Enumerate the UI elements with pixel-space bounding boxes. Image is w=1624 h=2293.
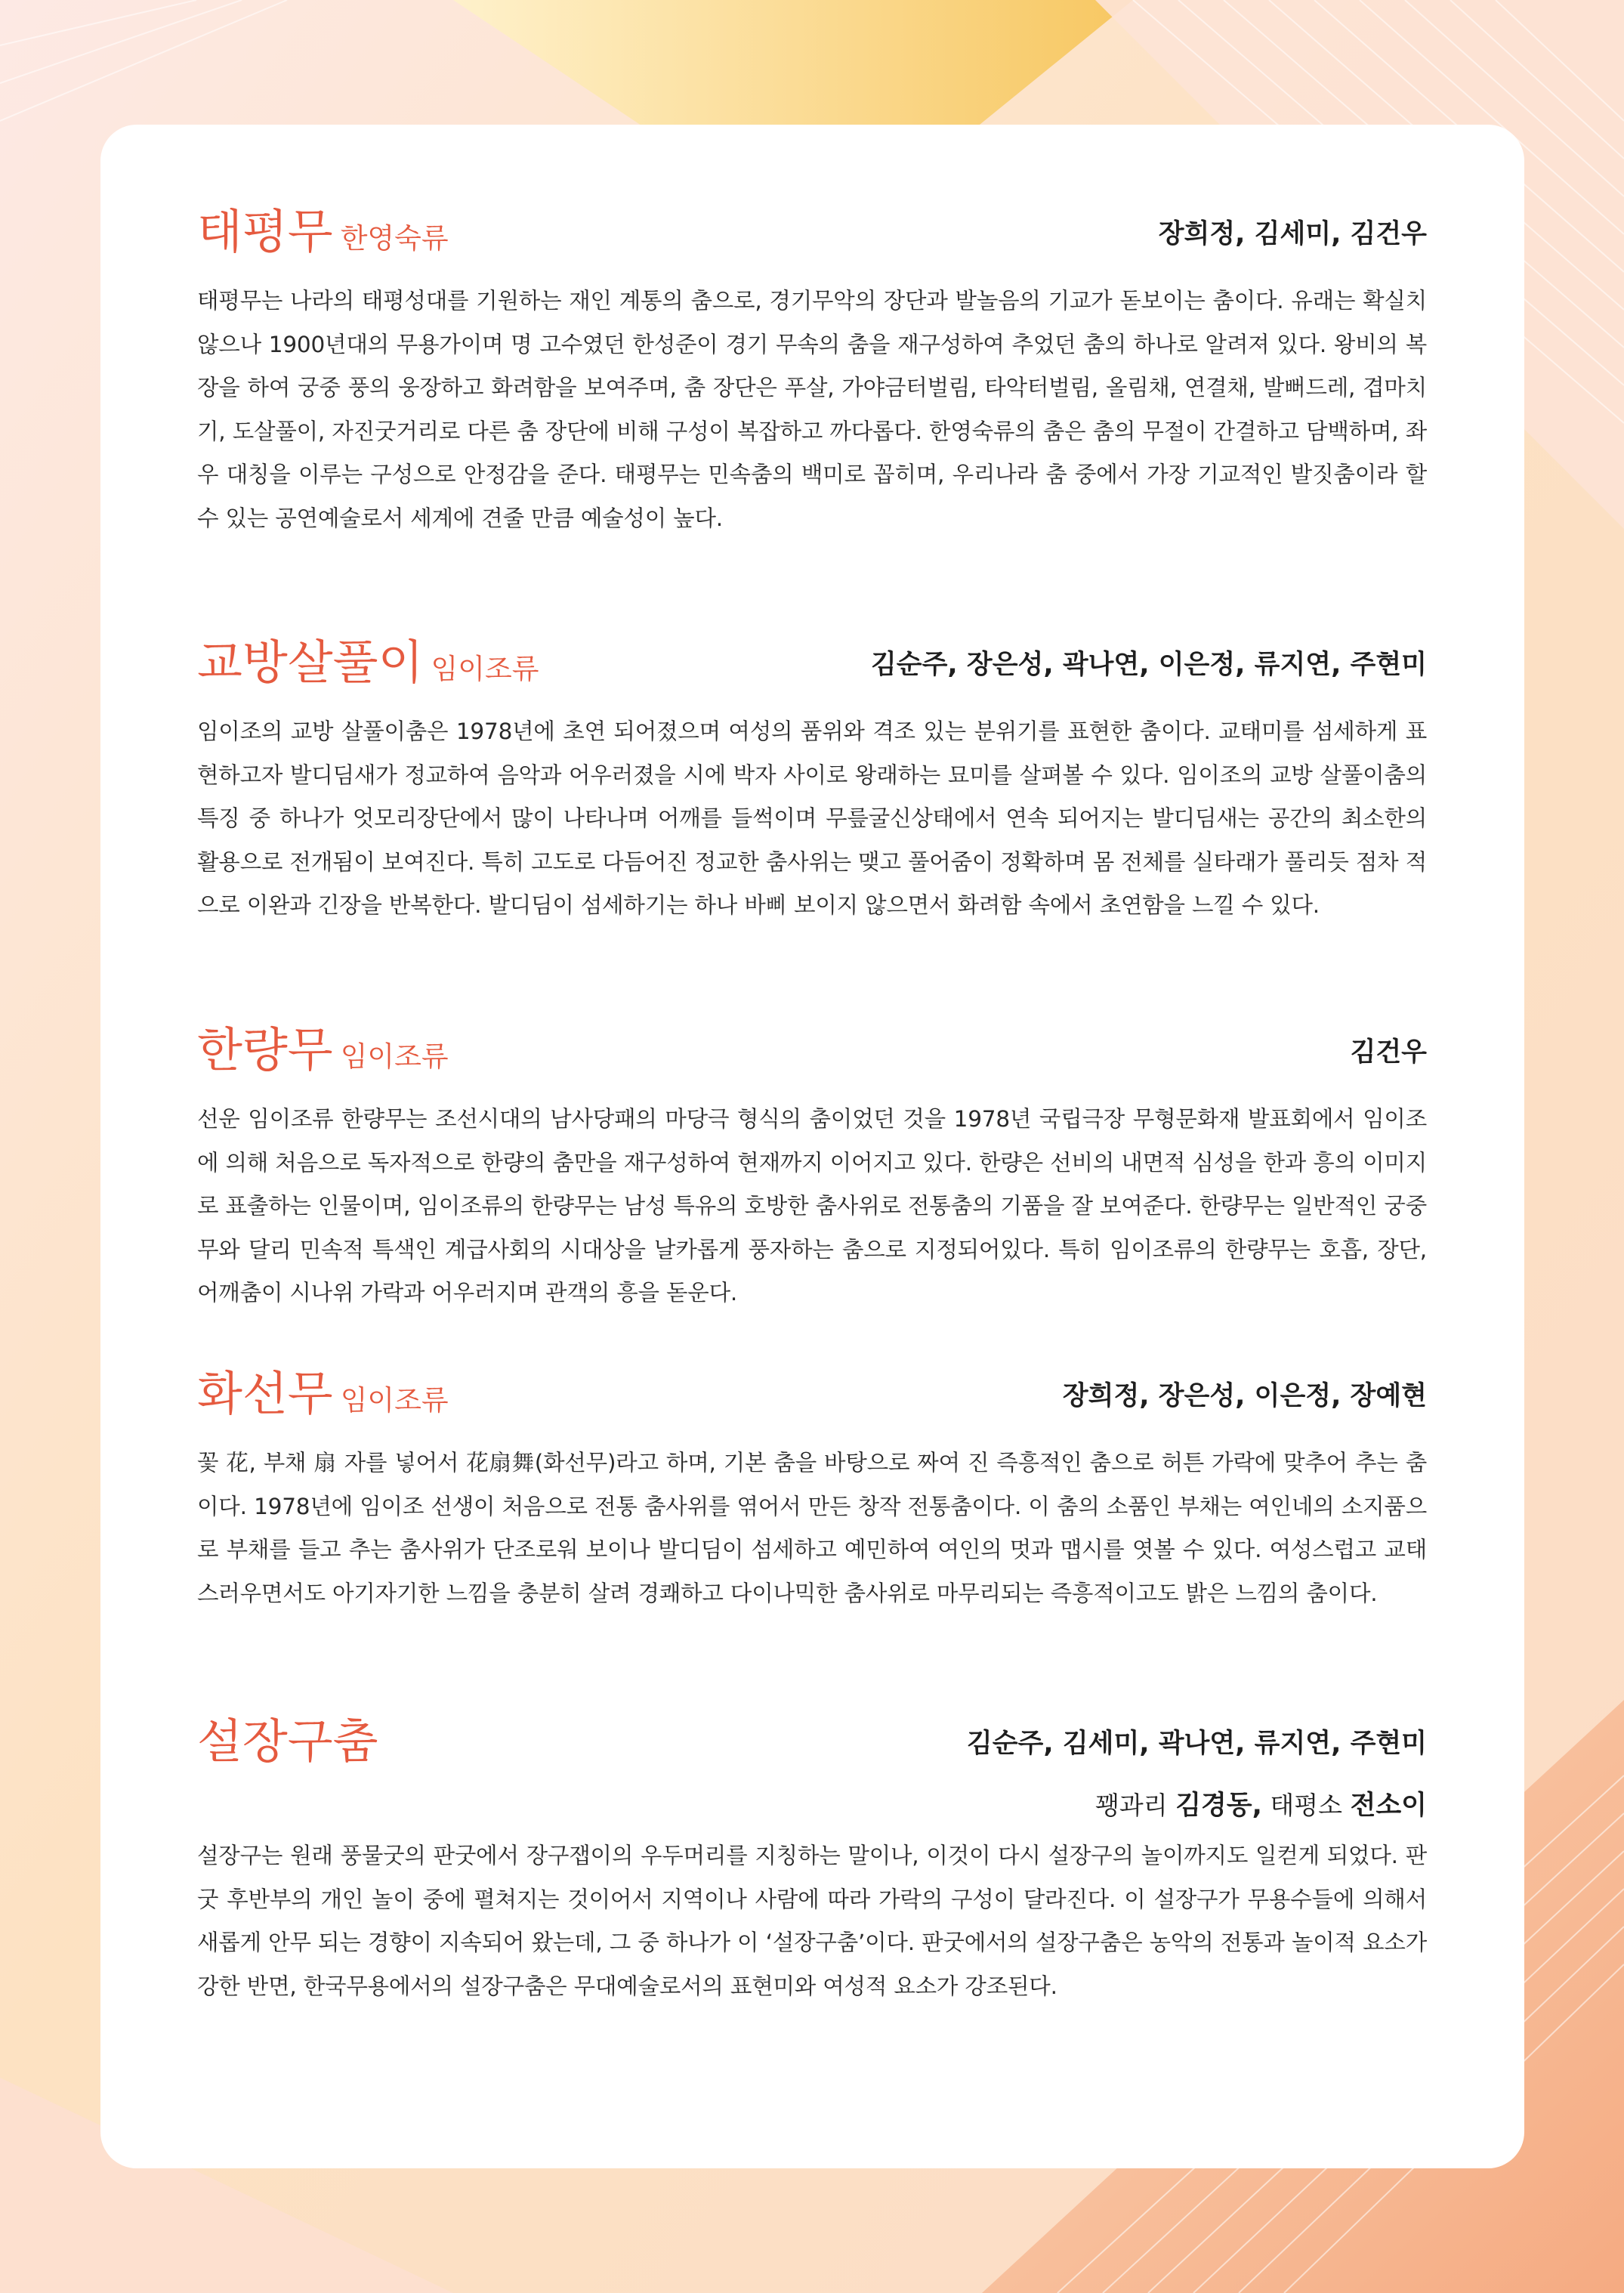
section-seoljanggu bbox=[197, 1707, 1427, 2008]
performers: 김순주, 장은성, 곽나연, 이은정, 류지연, 주현미 bbox=[871, 650, 1427, 680]
performers: 장희정, 장은성, 이은정, 장예현 bbox=[1062, 1381, 1427, 1411]
section-body: 태평무는 나라의 태평성대를 기원하는 재인 계통의 춤으로, 경기무악의 장단과 발놀음의 기교가 돋보이는 춤이다. 유래는 확실치 않으나 1900년대의 무용가이며 명 고수였던 한성준이 경기 무속의 춤을 재구성하여 추었던 춤의 하나로 알려져 있다. 왕비의 복장을 하여 궁중 풍의 웅장하고 화려함을 보여주며, 춤 장단은 푸살, 가야금터벌림, 타악터벌림, 올림채, 연결채, 발뻐드레, 겹마치기, 도살풀이, 자진굿거리로 다른 춤 장단에 비해 구성이 복잡하고 까다롭다. 한영숙류의 춤은 춤의 무절이 간결하고 담백하며, 좌우 대칭을 이루는 구성으로 안정감을 준다. 태평무는 민속춤의 백미로 꼽히며, 우리나라 춤 중에서 가장 기교적인 발짓춤이라 할 수 있는 공연예술로서 세계에 견줄 만큼 예술성이 높다. bbox=[197, 288, 1427, 531]
section-title bbox=[197, 1360, 449, 1435]
section-gyobang-salpuri bbox=[197, 629, 1427, 928]
instrument-label-kkwaenggwari: 꽹과리 bbox=[1095, 1791, 1168, 1820]
instrument-label-taepyeongso: 태평소 bbox=[1270, 1791, 1343, 1820]
section-header bbox=[197, 1016, 1427, 1084]
section-header bbox=[197, 198, 1427, 266]
section-title bbox=[197, 198, 449, 273]
style-subtitle: 임이조류 bbox=[340, 1040, 449, 1073]
section-body: 설장구는 원래 풍물굿의 판굿에서 장구잽이의 우두머리를 지칭하는 말이나, 이것이 다시 설장구의 놀이까지도 일컫게 되었다. 판굿 후반부의 개인 놀이 중에 펼쳐지는 것이어서 지역이나 사람에 따라 가락의 구성이 달라진다. 이 설장구가 무용수들에 의해서 새롭게 안무 되는 경향이 지속되어 왔는데, 그 중 하나가 이 ‘설장구춤’이다. 판굿에서의 설장구춤은 농악의 전통과 놀이적 요소가 강한 반면, 한국무용에서의 설장구춤은 무대예술로서의 표현미와 여성적 요소가 강조된다. bbox=[197, 1843, 1427, 1999]
section-hwaseonmu bbox=[197, 1360, 1427, 1615]
style-subtitle: 한영숙류 bbox=[340, 222, 449, 255]
performers: 김순주, 김세미, 곽나연, 류지연, 주현미 bbox=[966, 1729, 1427, 1759]
performers: 장희정, 김세미, 김건우 bbox=[1158, 219, 1427, 249]
accompanists bbox=[197, 1785, 1427, 1827]
performers: 김건우 bbox=[1350, 1037, 1427, 1068]
title-text: 설장구춤 bbox=[197, 1714, 378, 1769]
section-title bbox=[197, 1016, 449, 1091]
section-header bbox=[197, 1360, 1427, 1428]
accompanist-name: 김경동, bbox=[1175, 1791, 1262, 1821]
section-header bbox=[197, 1707, 1427, 1775]
section-title bbox=[197, 629, 539, 703]
section-taepyeongmu bbox=[197, 198, 1427, 540]
section-body: 선운 임이조류 한량무는 조선시대의 남사당패의 마당극 형식의 춤이었던 것을 1978년 국립극장 무형문화재 발표회에서 임이조에 의해 처음으로 독자적으로 한량의 춤만을 재구성하여 현재까지 이어지고 있다. 한량은 선비의 내면적 심성을 한과 흥의 이미지로 표출하는 인물이며, 임이조류의 한량무는 남성 특유의 호방한 춤사위로 전통춤의 기품을 잘 보여준다. 한량무는 일반적인 궁중무와 달리 민속적 특색인 계급사회의 시대상을 날카롭게 풍자하는 춤으로 지정되어있다. 특히 임이조류의 한량무는 호흡, 장단, 어깨춤이 시나위 가락과 어우러지며 관객의 흥을 돋운다. bbox=[197, 1106, 1427, 1306]
accompanist-name: 전소이 bbox=[1350, 1791, 1427, 1821]
title-text: 태평무 bbox=[197, 204, 333, 259]
title-text: 한량무 bbox=[197, 1022, 333, 1077]
section-body: 꽃 花, 부채 扇 자를 넣어서 花扇舞(화선무)라고 하며, 기본 춤을 바탕으로 짜여 진 즉흥적인 춤으로 허튼 가락에 맞추어 추는 춤이다. 1978년에 임이조 선생이 처음으로 전통 춤사위를 엮어서 만든 창작 전통춤이다. 이 춤의 소품인 부채는 여인네의 소지품으로 부채를 들고 추는 춤사위가 단조로워 보이나 발디딤이 섬세하고 예민하여 여인의 멋과 맵시를 엿볼 수 있다. 여성스럽고 교태스러우면서도 아기자기한 느낌을 충분히 살려 경쾌하고 다이나믹한 춤사위로 마무리되는 즉흥적이고도 밝은 느낌의 춤이다. bbox=[197, 1450, 1427, 1606]
title-text: 화선무 bbox=[197, 1366, 333, 1421]
title-text: 교방살풀이 bbox=[197, 635, 424, 690]
section-body: 임이조의 교방 살풀이춤은 1978년에 초연 되어졌으며 여성의 품위와 격조 있는 분위기를 표현한 춤이다. 교태미를 섬세하게 표현하고자 발디딤새가 정교하여 음악과 어우러졌을 시에 박자 사이로 왕래하는 묘미를 살펴볼 수 있다. 임이조의 교방 살풀이춤의 특징 중 하나가 엇모리장단에서 많이 나타나며 어깨를 들썩이며 무릎굴신상태에서 연속 되어지는 발디딤새는 공간의 최소한의 활용으로 전개됨이 보여진다. 특히 고도로 다듬어진 정교한 춤사위는 맺고 풀어줌이 정확하며 몸 전체를 실타래가 풀리듯 점차 적으로 이완과 긴장을 반복한다. 발디딤이 섬세하기는 하나 바삐 보이지 않으면서 화려함 속에서 초연함을 느낄 수 있다. bbox=[197, 718, 1427, 918]
section-title bbox=[197, 1707, 378, 1775]
section-hanryangmu bbox=[197, 1016, 1427, 1315]
style-subtitle: 임이조류 bbox=[340, 1384, 449, 1417]
section-header bbox=[197, 629, 1427, 697]
style-subtitle: 임이조류 bbox=[431, 653, 539, 685]
